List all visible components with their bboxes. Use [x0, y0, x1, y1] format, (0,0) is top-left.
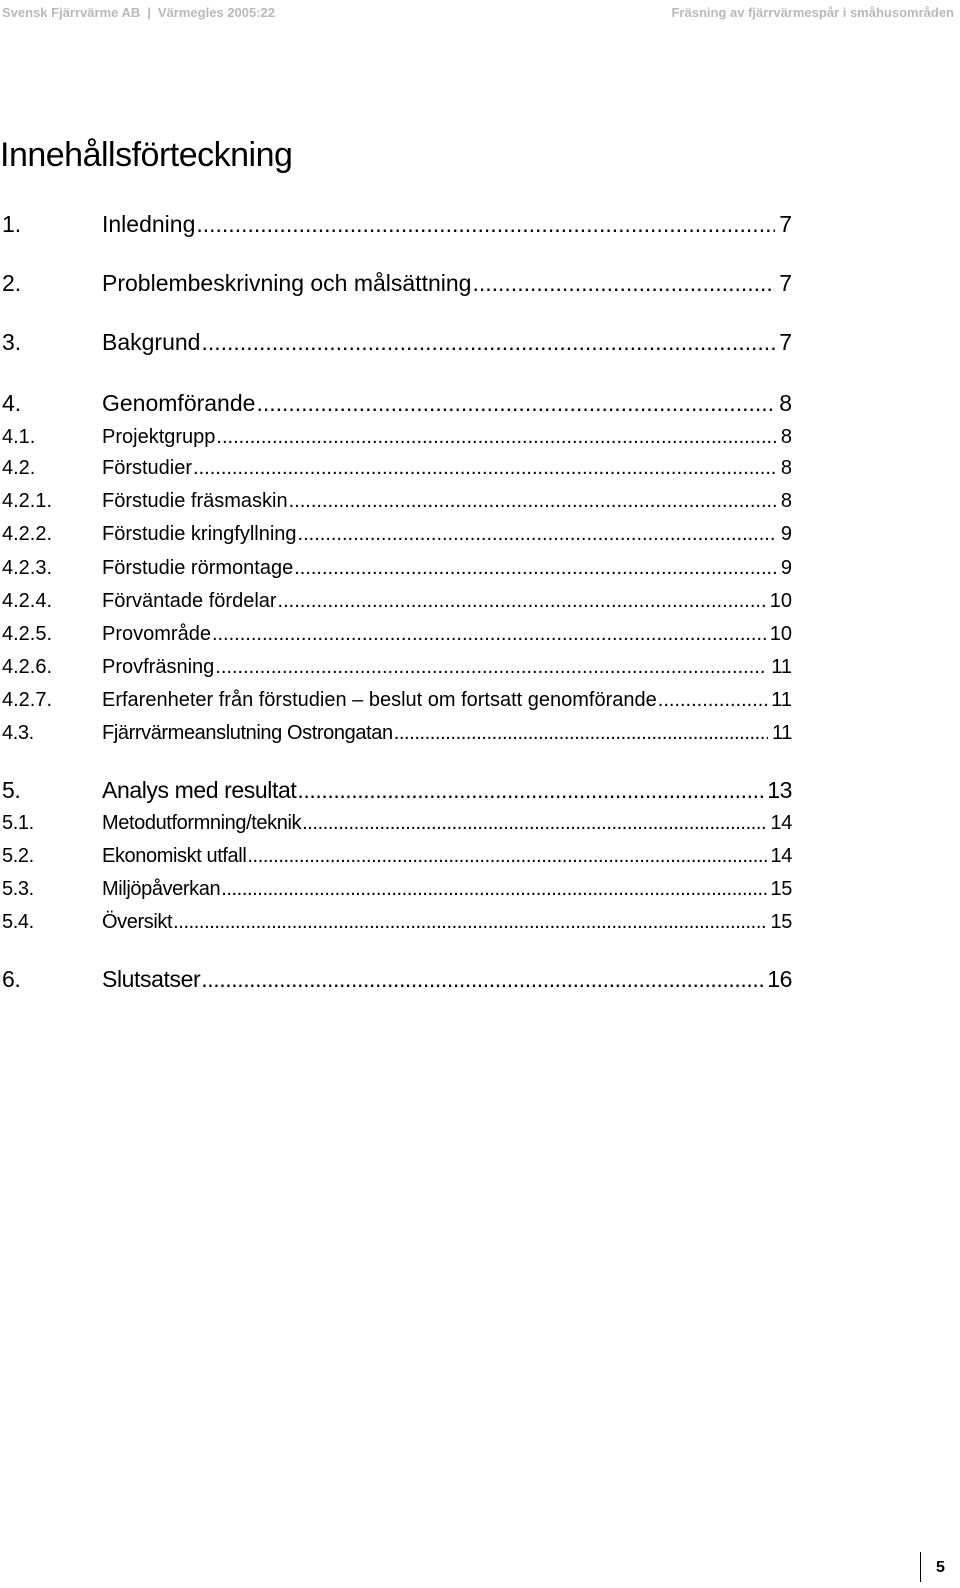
- toc-leader: [216, 426, 776, 449]
- toc-label: Provfräsning: [102, 656, 215, 678]
- toc-number: 4.2.5.: [2, 623, 53, 645]
- toc-page: 15: [770, 878, 792, 900]
- toc-label: Inledning: [102, 211, 196, 237]
- toc-page: 14: [770, 812, 792, 834]
- toc-label: Genomförande: [102, 390, 256, 416]
- header-separator: |: [147, 5, 151, 20]
- toc-entry[interactable]: [2, 911, 792, 934]
- toc-number: 4.2.7.: [2, 689, 53, 711]
- toc-label: Ekonomiskt utfall: [102, 845, 247, 867]
- toc-label: Förväntade fördelar: [102, 590, 277, 612]
- toc-leader: [201, 966, 763, 992]
- toc-leader: [173, 911, 766, 934]
- toc-leader: [472, 270, 775, 296]
- toc-number: 4.3.: [2, 722, 34, 744]
- toc-page: 8: [780, 426, 792, 448]
- toc-entry[interactable]: [2, 845, 792, 868]
- toc-label: Fjärrvärmeanslutning Ostrongatan: [102, 722, 393, 744]
- toc-page: 10: [769, 590, 792, 612]
- toc-entry[interactable]: [2, 426, 792, 449]
- toc-leader: [297, 777, 763, 803]
- toc-number: 5.: [2, 777, 21, 803]
- toc-label: Förstudie rörmontage: [102, 557, 294, 579]
- footer-rule: [920, 1552, 921, 1582]
- toc-leader: [201, 329, 775, 355]
- toc-entry[interactable]: [2, 656, 792, 679]
- toc-leader: [215, 656, 767, 679]
- toc-number: 5.2.: [2, 845, 34, 867]
- toc-page: 9: [780, 523, 792, 545]
- toc-entry[interactable]: [2, 966, 792, 992]
- toc-number: 4.2.2.: [2, 523, 53, 545]
- toc-number: 5.3.: [2, 878, 34, 900]
- toc-leader: [278, 590, 766, 613]
- toc-entry[interactable]: [2, 270, 792, 296]
- header-report-title: Fräsning av fjärrvärmespår i småhusområden: [671, 5, 954, 20]
- toc-page: 8: [779, 390, 792, 416]
- toc-entry[interactable]: [2, 812, 792, 835]
- page-number: 5: [936, 1559, 945, 1576]
- toc-entry[interactable]: [2, 590, 792, 613]
- toc-label: Erfarenheter från förstudien – beslut om fortsatt genomförande: [102, 689, 657, 711]
- toc-leader: [247, 845, 766, 868]
- toc-number: 1.: [2, 211, 22, 237]
- toc-number: 2.: [2, 270, 22, 296]
- toc-leader: [256, 390, 775, 416]
- toc-entry[interactable]: [2, 722, 792, 745]
- toc-entry[interactable]: [2, 689, 792, 712]
- toc-label: Provområde: [102, 623, 211, 645]
- toc-number: 6.: [2, 966, 21, 992]
- toc-page: 7: [779, 270, 792, 296]
- toc-number: 3.: [2, 329, 22, 355]
- toc-number: 5.1.: [2, 812, 34, 834]
- toc-entry[interactable]: [2, 623, 792, 646]
- toc-entry[interactable]: [2, 329, 792, 355]
- toc-leader: [294, 557, 777, 580]
- toc-leader: [196, 211, 775, 237]
- toc-leader: [302, 812, 766, 835]
- toc-label: Bakgrund: [102, 329, 201, 355]
- toc-page: 10: [769, 623, 792, 645]
- toc-label: Metodutformning/teknik: [102, 812, 302, 834]
- toc-label: Problembeskrivning och målsättning: [102, 270, 472, 296]
- toc-leader: [212, 623, 766, 646]
- toc-leader: [221, 878, 766, 901]
- header-series: Värmegles 2005:22: [157, 5, 275, 20]
- toc-leader: [193, 457, 777, 480]
- toc-entry[interactable]: [2, 878, 792, 901]
- toc-label: Förstudie kringfyllning: [102, 523, 297, 545]
- toc-label: Förstudier: [102, 457, 193, 479]
- toc-entry[interactable]: [2, 390, 792, 416]
- toc-page: 9: [780, 557, 792, 579]
- toc-page: 14: [770, 845, 792, 867]
- toc-page: 7: [779, 211, 792, 237]
- toc-number: 4.2.3.: [2, 557, 53, 579]
- toc-label: Översikt: [102, 911, 173, 933]
- toc-number: 4.2.4.: [2, 590, 53, 612]
- toc-number: 4.2.1.: [2, 490, 53, 512]
- toc-number: 5.4.: [2, 911, 34, 933]
- toc-page: 16: [767, 966, 792, 992]
- toc-entry[interactable]: [2, 777, 792, 803]
- toc-entry[interactable]: [2, 211, 792, 237]
- toc-page: 7: [779, 329, 792, 355]
- toc-leader: [289, 490, 777, 513]
- toc-page: 11: [771, 689, 792, 711]
- toc-label: Förstudie fräsmaskin: [102, 490, 288, 512]
- toc-label: Slutsatser: [102, 966, 201, 992]
- toc-entry[interactable]: [2, 557, 792, 580]
- toc-page: 13: [767, 777, 792, 803]
- toc-number: 4.2.6.: [2, 656, 53, 678]
- header-company: Svensk Fjärrvärme AB: [2, 5, 141, 20]
- toc-entry[interactable]: [2, 457, 792, 480]
- toc-entry[interactable]: [2, 490, 792, 513]
- toc-number: 4.2.: [2, 457, 36, 479]
- toc-page: 11: [771, 656, 792, 678]
- toc-label: Miljöpåverkan: [102, 878, 221, 900]
- toc-entry[interactable]: [2, 523, 792, 546]
- toc-leader: [394, 722, 768, 745]
- toc-label: Analys med resultat: [102, 777, 297, 803]
- toc-page: 8: [780, 490, 792, 512]
- toc-page: 15: [770, 911, 792, 933]
- toc-page: 8: [780, 457, 792, 479]
- toc-page: 11: [772, 722, 792, 744]
- toc-label: Projektgrupp: [102, 426, 216, 448]
- page-title: Innehållsförteckning: [0, 136, 293, 174]
- toc-leader: [658, 689, 767, 712]
- toc-leader: [298, 523, 777, 546]
- toc-number: 4.1.: [2, 426, 36, 448]
- toc-number: 4.: [2, 390, 22, 416]
